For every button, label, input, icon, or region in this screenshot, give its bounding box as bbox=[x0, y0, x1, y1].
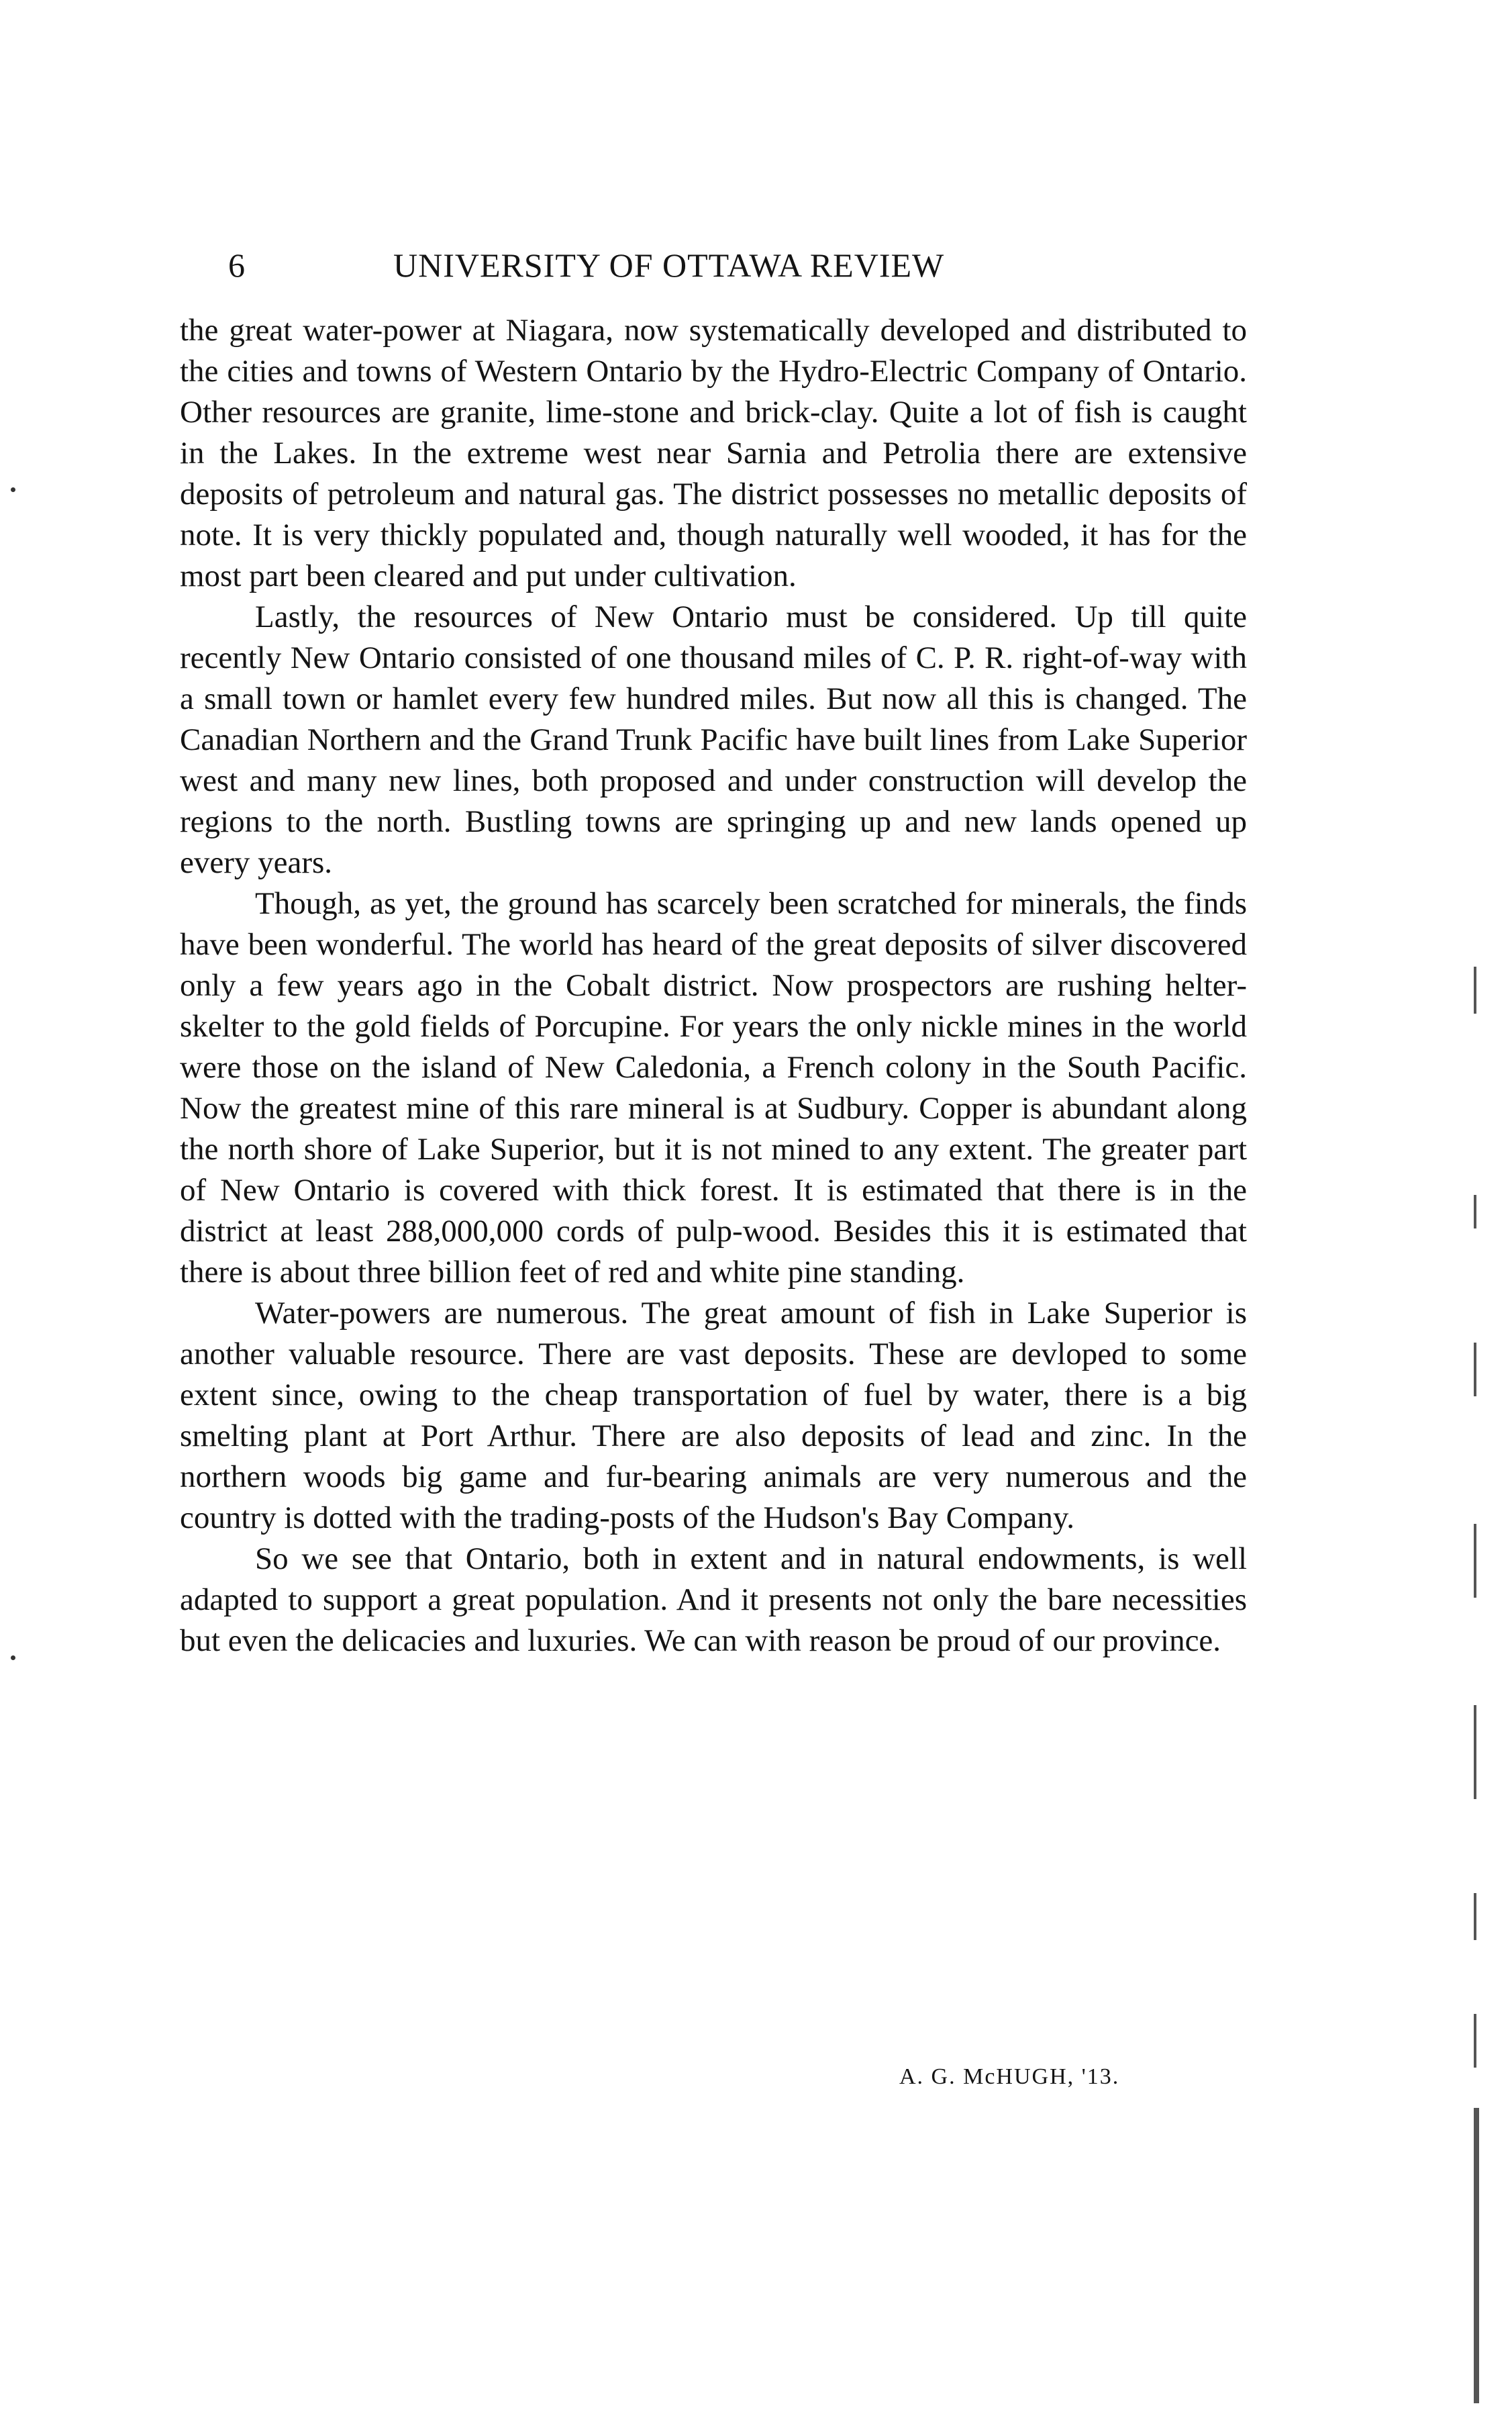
scan-speck bbox=[11, 487, 15, 492]
scan-mark bbox=[1474, 2014, 1476, 2068]
article-body bbox=[180, 310, 1247, 1661]
paragraph-3: Though, as yet, the ground has scarcely been scratched for minerals, the finds have been wonderful. The world has heard of the great deposits of silver discovered only a few years ago in the Cobalt district. Now prospectors are rushing helter-skelter to the gold fields of Porcupine. For years the only nickle mines in the world were those on the island of New Caledonia, a French colony in the South Pacific. Now the greatest mine of this rare mineral is at Sudbury. Copper is abundant along the north shore of Lake Superior, but it is not mined to any extent. The greater part of New Ontario is covered with thick forest. It is estimated that there is in the district at least 288,000,000 cords of pulp-wood. Besides this it is estimated that there is about three billion feet of red and white pine standing. bbox=[180, 886, 1247, 1290]
paragraph-2: Lastly, the resources of New Ontario must be considered. Up till quite recently New Ontario consisted of one thousand miles of C. P. R. right-of-way with a small town or hamlet every few hundred miles. But now all this is changed. The Canadian Northern and the Grand Trunk Pacific have built lines from Lake Superior west and many new lines, both proposed and under construction will develop the regions to the north. Bustling towns are springing up and new lands opened up every years. bbox=[180, 599, 1247, 880]
page-header bbox=[180, 242, 1247, 289]
scan-mark bbox=[1474, 1195, 1476, 1228]
paragraph-4: Water-powers are numerous. The great amount of fish in Lake Superior is another valuable resource. There are vast deposits. These are devloped to some extent since, owing to the cheap transportation of fuel by water, there is a big smelting plant at Port Arthur. There are also deposits of lead and zinc. In the northern woods big game and fur-bearing animals are very numerous and the country is dotted with the trading-posts of the Hudson's Bay Company. bbox=[180, 1296, 1247, 1535]
running-title: UNIVERSITY OF OTTAWA REVIEW bbox=[393, 246, 945, 284]
scan-edge-artifact bbox=[1470, 967, 1490, 2410]
author-signature: A. G. McHUGH, '13. bbox=[899, 2064, 1120, 2089]
paragraph-1: the great water-power at Niagara, now systematically developed and distributed to the cities and towns of Western Ontario by the Hydro-Electric Company of Ontario. Other resources are granite, lime-stone and brick-clay. Quite a lot of fish is caught in the Lakes. In the extreme west near Sarnia and Petrolia there are extensive deposits of petroleum and natural gas. The district possesses no metallic deposits of note. It is very thickly populated and, though naturally well wooded, it has for the most part been cleared and put under cultivation. bbox=[180, 313, 1247, 593]
scan-mark bbox=[1474, 2108, 1479, 2403]
page-number: 6 bbox=[228, 246, 245, 284]
paragraph-5: So we see that Ontario, both in extent and in natural endowments, is well adapted to support a great population. And it presents not only the bare necessities but even the delicacies and luxuries. We can with reason be proud of our province. bbox=[180, 1541, 1247, 1658]
scan-mark bbox=[1474, 1343, 1476, 1396]
scan-mark bbox=[1474, 967, 1476, 1014]
scan-mark bbox=[1474, 1705, 1476, 1799]
scan-mark bbox=[1474, 1524, 1476, 1598]
scan-mark bbox=[1474, 1893, 1476, 1940]
scan-speck bbox=[11, 1655, 15, 1660]
